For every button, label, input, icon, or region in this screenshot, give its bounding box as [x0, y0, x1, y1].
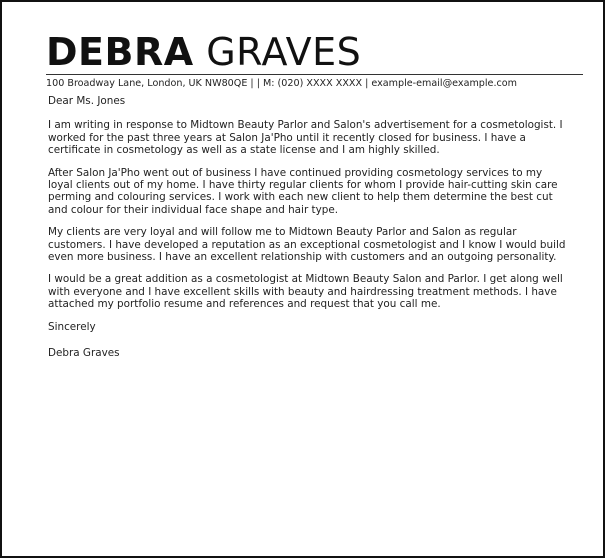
applicant-first-name: DEBRA — [46, 30, 194, 74]
paragraph-4: I would be a great addition as a cosmetologist at Midtown Beauty Salon and Parlor. I get along well with everyone and I have excellent skills with beauty and hairdressing treatment methods. I have attached my portfolio resume and references and request that you call me. — [48, 273, 563, 311]
letter-header — [46, 32, 583, 91]
applicant-last-name: GRAVES — [206, 30, 362, 74]
letter-body — [48, 95, 568, 370]
signature-name: Debra Graves — [48, 347, 120, 360]
closing: Sincerely — [48, 320, 96, 333]
paragraph-1: I am writing in response to Midtown Beauty Parlor and Salon's advertisement for a cosmetologist. I worked for the past three years at Salon Ja'Pho until it recently closed for business. I have a certificate in cosmetology as well as a state license and I am highly skilled. — [48, 119, 563, 157]
salutation: Dear Ms. Jones — [48, 95, 126, 107]
contact-line: 100 Broadway Lane, London, UK NW80QE | | M: (020) XXXX XXXX | example-email@example.com — [46, 74, 583, 91]
paragraph-2: After Salon Ja'Pho went out of business I have continued providing cosmetology services to my loyal clients out of my home. I have thirty regular clients for whom I provide hair-cutting skin care perming and colouring services. I work with each new client to help them determine the best cut and colour for their individual face shape and hair type. — [48, 166, 558, 216]
applicant-name — [46, 32, 583, 72]
paragraph-3: My clients are very loyal and will follow me to Midtown Beauty Parlor and Salon as regular customers. I have developed a reputation as an exceptional cosmetologist and I know I would build even more business. I have an excellent relationship with customers and an outgoing personality. — [48, 226, 566, 264]
